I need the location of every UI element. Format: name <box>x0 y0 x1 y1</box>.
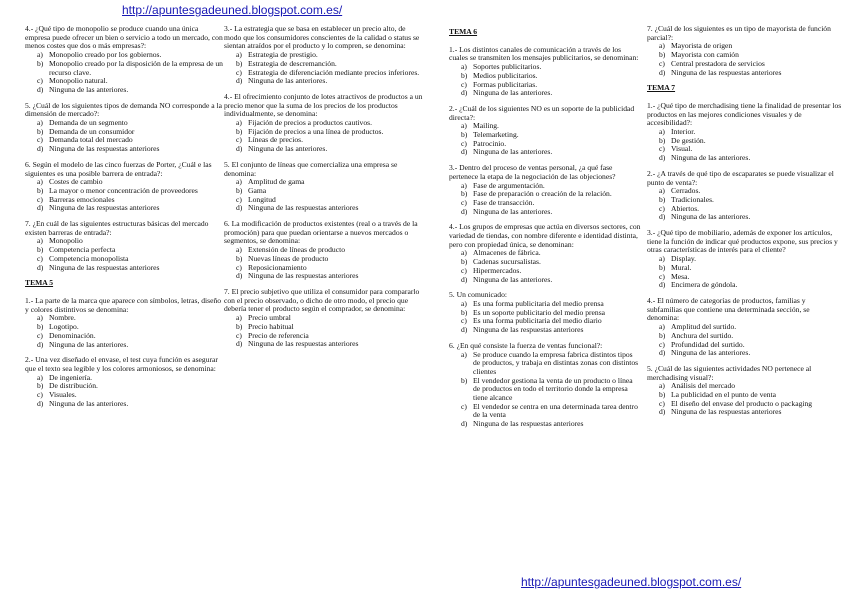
option-letter: d) <box>236 203 243 213</box>
option-text: Demanda de un segmento <box>49 118 128 128</box>
option-letter: c) <box>236 67 242 77</box>
option-text: Ninguna de las respuestas anteriores <box>248 339 359 349</box>
option-text: La publicidad en el punto de venta <box>671 390 777 400</box>
option-letter: d) <box>659 407 666 417</box>
answer-options <box>224 119 424 154</box>
option-letter: a) <box>236 118 242 128</box>
option-letter: c) <box>659 339 665 349</box>
option-letter: a) <box>37 50 43 60</box>
question <box>25 102 223 154</box>
option-text: El vendedor gestiona la venta de un producto o línea de productos en todo el territorio donde la empresa tiene alcance <box>473 375 633 403</box>
option-text: Anchura del surtido. <box>671 330 734 340</box>
option-text: Extensión de líneas de producto <box>248 245 346 255</box>
option-letter: c) <box>659 271 665 281</box>
question <box>25 161 223 213</box>
option-letter: c) <box>37 253 43 263</box>
option-text: Nuevas líneas de producto <box>248 253 329 263</box>
option-letter: a) <box>37 236 43 246</box>
option-text: De ingeniería. <box>49 372 93 382</box>
option-text: Almacenes de fábrica. <box>473 248 541 258</box>
answer-option <box>25 341 223 350</box>
option-letter: d) <box>37 144 44 154</box>
question <box>449 164 641 216</box>
option-text: Estrategia de diferenciación mediante precios inferiores. <box>248 67 420 77</box>
option-letter: d) <box>461 206 468 216</box>
question <box>224 288 424 349</box>
option-letter: c) <box>37 135 43 145</box>
question <box>25 220 223 272</box>
option-text: Nombre. <box>49 313 76 323</box>
question <box>224 220 424 281</box>
section-heading: TEMA 5 <box>25 278 54 288</box>
option-text: Ninguna de las anteriores. <box>671 153 751 163</box>
answer-options <box>647 382 842 417</box>
option-text: Líneas de precios. <box>248 135 304 145</box>
option-letter: b) <box>461 307 468 317</box>
option-letter: b) <box>236 185 243 195</box>
answer-option <box>647 69 842 78</box>
option-text: Ninguna de las anteriores. <box>49 84 129 94</box>
option-letter: d) <box>659 153 666 163</box>
option-text: De gestión. <box>671 135 706 145</box>
option-letter: b) <box>236 253 243 263</box>
option-letter: b) <box>461 70 468 80</box>
question <box>449 291 641 335</box>
option-text: Ninguna de las respuestas anteriores <box>473 325 584 335</box>
option-text: Longitud <box>248 194 276 204</box>
answer-option <box>449 89 641 98</box>
question <box>647 365 842 417</box>
option-letter: c) <box>461 197 467 207</box>
option-text: Denominación. <box>49 330 96 340</box>
question-text: 4.- El número de categorías de productos, familias y subfamilias que contiene una determinada sección, se denomina: <box>647 295 810 323</box>
answer-options <box>647 128 842 163</box>
option-letter: a) <box>236 50 242 60</box>
option-letter: d) <box>236 76 243 86</box>
answer-option <box>449 276 641 285</box>
question-text: 3.- ¿Qué tipo de mobiliario, además de exponer los artículos, tiene la función de indicar qué productos expone, sus precios y otras características de interés para el cliente? <box>647 228 838 255</box>
option-text: Ninguna de las anteriores. <box>473 147 553 157</box>
option-text: Es una forma publicitaria del medio prensa <box>473 298 604 308</box>
answer-option <box>647 154 842 163</box>
answer-options <box>647 255 842 290</box>
question <box>647 102 842 163</box>
option-text: Barreras emocionales <box>49 194 115 204</box>
option-text: Monopolio creado por la disposición de la empresa de un recurso clave. <box>49 58 223 77</box>
option-text: Es un soporte publicitario del medio prensa <box>473 307 606 317</box>
option-text: Gama <box>248 185 267 195</box>
blog-url-top[interactable]: http://apuntesgadeuned.blogspot.com.es/ <box>122 3 343 17</box>
option-letter: d) <box>236 144 243 154</box>
answer-option <box>449 326 641 335</box>
option-letter: a) <box>236 313 242 323</box>
answer-options <box>647 42 842 77</box>
option-letter: a) <box>659 381 665 391</box>
answer-options <box>449 249 641 284</box>
option-text: De distribución. <box>49 381 98 391</box>
option-text: Estrategia de descremanción. <box>248 58 337 68</box>
option-text: Visuales. <box>49 390 77 400</box>
question <box>449 46 641 98</box>
option-text: Amplitud de gama <box>248 177 305 187</box>
option-text: Hipermercados. <box>473 265 522 275</box>
answer-options <box>25 374 223 409</box>
answer-options <box>224 246 424 281</box>
answer-option <box>647 408 842 417</box>
option-text: Fase de transacción. <box>473 197 535 207</box>
option-letter: c) <box>461 401 467 411</box>
question-text: 2.- Una vez diseñado el envase, el test cuya función es asegurar que el texto sea legible y los colores armoniosos, se denomina: <box>25 355 218 373</box>
option-letter: c) <box>236 262 242 272</box>
option-letter: b) <box>37 245 44 255</box>
option-text: Precio habitual <box>248 321 294 331</box>
answer-options <box>647 187 842 222</box>
option-text: La mayor o menor concentración de proveedores <box>49 185 198 195</box>
option-text: Interior. <box>671 127 696 137</box>
option-letter: b) <box>461 189 468 199</box>
question <box>647 170 842 222</box>
option-letter: b) <box>659 390 666 400</box>
option-text: Demanda de un consumidor <box>49 126 135 136</box>
option-text: Central prestadora de servicios <box>671 58 765 68</box>
question-text: 3.- La estrategia que se basa en establecer un precio alto, de modo que los consumidores conscientes de la calidad o status se sientan atraídos por el producto y lo compren, se denomina: <box>224 24 420 51</box>
option-text: Se produce cuando la empresa fabrica distintos tipos de productos, y trabaja en distintas zonas con distintos clientes <box>473 349 639 376</box>
option-text: Monopolio <box>49 236 83 246</box>
answer-option <box>224 204 424 213</box>
option-letter: c) <box>461 79 467 89</box>
question <box>449 223 641 284</box>
option-letter: b) <box>659 50 666 60</box>
option-text: Cadenas sucursalistas. <box>473 257 541 267</box>
answer-option <box>25 60 223 77</box>
option-text: Costes de cambio <box>49 177 103 187</box>
question <box>224 161 424 213</box>
answer-option <box>25 400 223 409</box>
question-text: 7. El precio subjetivo que utiliza el consumidor para compararlo con el precio observado, o dicho de otro modo, el precio que debería tener el producto según el comprador, se denomina: <box>224 286 420 314</box>
option-text: Ninguna de las respuestas anteriores <box>671 407 782 417</box>
question-text: 5. ¿Cuál de los siguientes tipos de demanda NO corresponde a la dimensión de mercado?: <box>25 100 222 119</box>
option-letter: b) <box>37 322 44 332</box>
option-text: Fijación de precios a una línea de productos. <box>248 126 384 136</box>
answer-options <box>25 178 223 213</box>
option-letter: c) <box>461 138 467 148</box>
option-letter: a) <box>37 372 43 382</box>
option-letter: a) <box>461 349 467 359</box>
option-text: Mayorista con camión <box>671 50 739 60</box>
answer-option <box>449 148 641 157</box>
option-text: Fase de argumentación. <box>473 180 545 190</box>
answer-options <box>449 182 641 217</box>
option-text: Formas publicitarias. <box>473 79 538 89</box>
answer-options <box>25 119 223 154</box>
answer-option <box>449 377 641 403</box>
option-text: Mesa. <box>671 271 690 281</box>
option-text: Ninguna de las anteriores. <box>49 398 129 408</box>
option-text: Competencia monopolista <box>49 253 129 263</box>
option-text: Tradicionales. <box>671 194 714 204</box>
option-letter: c) <box>37 390 43 400</box>
question <box>25 356 223 408</box>
question <box>25 25 223 95</box>
answer-options <box>224 51 424 86</box>
answer-option <box>647 213 842 222</box>
option-letter: c) <box>461 316 467 326</box>
option-text: Patrocinio. <box>473 138 507 148</box>
option-letter: a) <box>461 248 467 258</box>
option-text: Ninguna de las anteriores. <box>473 274 553 284</box>
option-text: Precio umbral <box>248 313 291 323</box>
question-text: 6. Según el modelo de las cinco fuerzas de Porter, ¿Cuál e las siguientes es una posible barrera de entrada?: <box>25 159 212 178</box>
option-text: Encimera de góndola. <box>671 280 738 290</box>
question <box>449 105 641 157</box>
option-letter: c) <box>659 203 665 213</box>
question-text: 4.- Los grupos de empresas que actúa en diversos sectores, con variedad de tiendas, con nombre diferente e identidad distinta, pero con propiedad única, se denominan: <box>449 222 641 249</box>
option-letter: b) <box>659 135 666 145</box>
option-text: Amplitud del surtido. <box>671 322 737 332</box>
option-text: Ninguna de las respuestas anteriores <box>49 203 160 213</box>
option-text: Ninguna de las respuestas anteriores <box>248 203 359 213</box>
option-text: Ninguna de las anteriores. <box>671 348 751 358</box>
option-text: Ninguna de las respuestas anteriores <box>248 271 359 281</box>
option-letter: d) <box>37 203 44 213</box>
question <box>224 93 424 154</box>
answer-options <box>25 237 223 272</box>
answer-options <box>224 314 424 349</box>
option-letter: d) <box>461 419 468 429</box>
question-text: 3.- Dentro del proceso de ventas personal, ¿a qué fase pertenece la etapa de la negociación de las objeciones? <box>449 163 616 181</box>
column-2 <box>224 25 424 356</box>
option-text: Mayorista de origen <box>671 41 733 51</box>
option-letter: a) <box>659 254 665 264</box>
answer-option <box>224 77 424 86</box>
blog-url-bottom[interactable]: http://apuntesgadeuned.blogspot.com.es/ <box>521 575 742 589</box>
option-letter: d) <box>37 84 44 94</box>
answer-option <box>224 272 424 281</box>
answer-option <box>25 204 223 213</box>
option-letter: c) <box>236 330 242 340</box>
option-text: Logotipo. <box>49 322 79 332</box>
option-text: Ninguna de las anteriores. <box>473 88 553 98</box>
option-letter: d) <box>37 398 44 408</box>
option-text: Abiertos. <box>671 203 700 213</box>
option-letter: b) <box>37 381 44 391</box>
option-letter: d) <box>659 280 666 290</box>
option-letter: c) <box>659 144 665 154</box>
option-text: Monopolio creado por los gobiernos. <box>49 50 162 60</box>
question-text: 6. La modificación de productos existentes (real o a través de la promoción) para que puedan orientarse a nuevos mercados o segmentos, se denomina: <box>224 219 418 246</box>
answer-option <box>449 208 641 217</box>
question-text: 1.- ¿Qué tipo de merchadising tiene la finalidad de presentar los productos en las mejores condiciones visuales y de accesibilidad?: <box>647 100 842 128</box>
question-text: 5. Un comunicado: <box>449 290 507 300</box>
option-letter: b) <box>37 126 44 136</box>
option-letter: c) <box>461 265 467 275</box>
answer-options <box>647 323 842 358</box>
option-letter: b) <box>659 330 666 340</box>
option-text: Mailing. <box>473 121 499 131</box>
answer-options <box>25 314 223 349</box>
option-text: Fijación de precios a productos cautivos. <box>248 118 372 128</box>
option-text: Ninguna de las respuestas anteriores <box>49 262 160 272</box>
option-letter: a) <box>37 177 43 187</box>
option-text: Precio de referencia <box>248 330 309 340</box>
option-letter: b) <box>236 321 243 331</box>
option-letter: b) <box>461 130 468 140</box>
option-text: Estrategia de prestigio. <box>248 50 318 60</box>
answer-options <box>449 122 641 157</box>
question-text: 4.- ¿Qué tipo de monopolio se produce cuando una única empresa puede ofrecer un bien o servicio a todo un mercado, con menos costes que dos o más empresas?: <box>25 24 223 51</box>
option-letter: d) <box>236 271 243 281</box>
option-text: Mural. <box>671 262 692 272</box>
answer-options <box>449 63 641 98</box>
answer-options <box>224 178 424 213</box>
option-text: Cerrados. <box>671 186 701 196</box>
option-letter: c) <box>659 398 665 408</box>
option-letter: a) <box>461 298 467 308</box>
option-text: Ninguna de las anteriores. <box>248 144 328 154</box>
question-text: 2.- ¿A través de qué tipo de escaparates se puede visualizar el punto de venta?: <box>647 168 834 187</box>
question-text: 1.- Los distintos canales de comunicación a través de los cuales se transmiten los mensajes publicitarios, se denominan: <box>449 44 639 63</box>
column-3 <box>449 22 641 436</box>
option-text: Competencia perfecta <box>49 245 116 255</box>
option-letter: b) <box>236 58 243 68</box>
option-text: El vendedor se centra en una determinada tarea dentro de la venta <box>473 401 638 420</box>
option-text: El diseño del envase del producto o packaging <box>671 398 813 408</box>
option-letter: a) <box>461 180 467 190</box>
option-letter: a) <box>659 186 665 196</box>
option-letter: b) <box>461 375 468 385</box>
option-letter: a) <box>236 245 242 255</box>
question-text: 6. ¿En qué consiste la fuerza de ventas funcional?: <box>449 340 603 350</box>
option-letter: c) <box>37 330 43 340</box>
option-letter: d) <box>659 348 666 358</box>
column-4 <box>647 25 842 424</box>
answer-option <box>224 340 424 349</box>
option-letter: b) <box>659 262 666 272</box>
answer-option <box>449 351 641 377</box>
question <box>25 297 223 349</box>
option-letter: a) <box>236 177 242 187</box>
option-letter: c) <box>37 76 43 86</box>
question-text: 7. ¿En cuál de las siguientes estructuras básicas del mercado existen barreras de entrada?: <box>25 219 209 237</box>
question <box>647 229 842 290</box>
option-text: Monopolio natural. <box>49 76 108 86</box>
answer-options <box>449 300 641 335</box>
option-letter: a) <box>37 118 43 128</box>
question-text: 4.- El ofrecimiento conjunto de lotes atractivos de productos a un precio menor que la suma de los precios de los productos individualmente, se denomina: <box>224 91 423 119</box>
option-text: Es una forma publicitaria del medio diario <box>473 316 602 326</box>
answer-option <box>25 145 223 154</box>
question <box>647 297 842 358</box>
answer-option <box>224 145 424 154</box>
option-text: Ninguna de las anteriores. <box>49 339 129 349</box>
option-text: Ninguna de las respuestas anteriores <box>473 419 584 429</box>
option-text: Ninguna de las anteriores. <box>473 206 553 216</box>
option-text: Display. <box>671 254 697 264</box>
option-text: Reposicionamiento <box>248 262 307 272</box>
option-letter: d) <box>461 88 468 98</box>
option-text: Análisis del mercado <box>671 381 736 391</box>
option-letter: d) <box>37 339 44 349</box>
answer-option <box>647 281 842 290</box>
option-letter: d) <box>461 325 468 335</box>
option-text: Ninguna de las respuestas anteriores <box>671 67 782 77</box>
option-letter: d) <box>236 339 243 349</box>
question-text: 7. ¿Cuál de los siguientes es un tipo de mayorista de función parcial?: <box>647 24 831 42</box>
question <box>224 25 424 86</box>
option-letter: d) <box>659 67 666 77</box>
answer-option <box>647 349 842 358</box>
column-1 <box>25 25 223 415</box>
option-text: Visual. <box>671 144 693 154</box>
option-text: Ninguna de las anteriores. <box>671 212 751 222</box>
option-letter: d) <box>37 262 44 272</box>
option-text: Demanda total del mercado <box>49 135 133 145</box>
question-text: 1.- La parte de la marca que aparece con símbolos, letras, diseño y colores distintivos se denomina: <box>25 295 222 314</box>
option-letter: c) <box>659 58 665 68</box>
option-text: Ninguna de las respuestas anteriores <box>49 144 160 154</box>
option-text: Ninguna de las anteriores. <box>248 76 328 86</box>
option-letter: b) <box>659 194 666 204</box>
option-letter: c) <box>37 194 43 204</box>
option-letter: c) <box>236 135 242 145</box>
question <box>449 342 641 429</box>
option-letter: b) <box>37 185 44 195</box>
option-text: Fase de preparación o creación de la relación. <box>473 189 612 199</box>
option-text: Soportes publicitarios. <box>473 62 542 72</box>
option-letter: b) <box>37 58 44 68</box>
option-letter: c) <box>236 194 242 204</box>
answer-option <box>449 420 641 429</box>
question-text: 2.- ¿Cuál de los siguientes NO es un soporte de la publicidad directa?: <box>449 103 635 122</box>
answer-option <box>25 86 223 95</box>
option-text: Profundidad del surtido. <box>671 339 745 349</box>
answer-option <box>449 403 641 420</box>
option-letter: d) <box>659 212 666 222</box>
option-letter: a) <box>659 322 665 332</box>
option-letter: a) <box>37 313 43 323</box>
option-letter: d) <box>461 147 468 157</box>
option-letter: b) <box>461 257 468 267</box>
option-letter: a) <box>461 121 467 131</box>
answer-options <box>449 351 641 429</box>
option-letter: a) <box>659 127 665 137</box>
section-heading: TEMA 7 <box>647 83 676 93</box>
option-letter: b) <box>236 126 243 136</box>
section-heading: TEMA 6 <box>449 27 478 36</box>
answer-option <box>25 264 223 273</box>
answer-options <box>25 51 223 95</box>
option-text: Medios publicitarios. <box>473 70 538 80</box>
question <box>647 25 842 77</box>
question-text: 5. ¿Cuál de las siguientes actividades NO pertenece al merchadising visual?: <box>647 363 812 382</box>
option-letter: a) <box>461 62 467 72</box>
option-text: Telemarketing. <box>473 130 519 140</box>
option-letter: a) <box>659 41 665 51</box>
question-text: 5. El conjunto de líneas que comercializa una empresa se denomina: <box>224 159 398 178</box>
option-letter: d) <box>461 274 468 284</box>
